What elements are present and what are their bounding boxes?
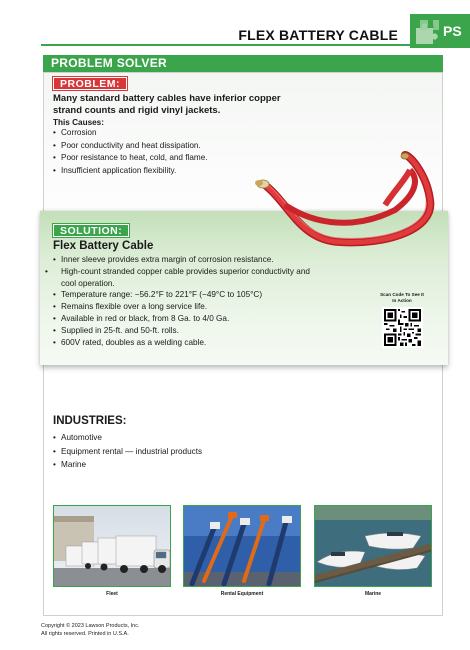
photo-caption-fleet: Fleet [106, 591, 118, 597]
copyright-text: Copyright © 2023 Lawson Products, Inc. [41, 623, 140, 629]
list-item: • Poor conductivity and heat dissipation. [53, 140, 208, 153]
section-heading: PROBLEM SOLVER [43, 55, 443, 72]
solution-title: Flex Battery Cable [53, 240, 154, 252]
photo-marine [314, 505, 432, 587]
solution-tag: SOLUTION: [53, 224, 129, 237]
puzzle-icon [412, 16, 442, 46]
cable-illustration [245, 150, 445, 260]
photo-fleet [53, 505, 171, 587]
problem-tag: PROBLEM: [53, 77, 127, 90]
list-item: • Automotive [53, 431, 202, 445]
list-item: • Corrosion [53, 127, 208, 140]
list-item: • Available in red or black, from 8 Ga. to 4/0 Ga. [53, 313, 323, 325]
photo-caption-marine: Marine [364, 591, 382, 597]
list-item: • Inner sleeve provides extra margin of corrosion resistance. [53, 254, 323, 266]
list-item: • Insufficient application flexibility. [53, 165, 208, 178]
photo-caption-rental-equipment: Rental Equipment [220, 591, 264, 597]
footer [41, 622, 140, 638]
causes-title: This Causes: [53, 118, 104, 127]
problem-lead: Many standard battery cables have inferior copper strand counts and rigid vinyl jackets. [53, 93, 281, 116]
ps-badge-text: PS [443, 23, 462, 39]
industries-title: INDUSTRIES: [53, 415, 127, 427]
photo-rental-equipment [183, 505, 301, 587]
solution-list [53, 254, 323, 348]
causes-list [53, 127, 208, 178]
industries-list [53, 431, 202, 472]
list-item: • Remains flexible over a long service life. [53, 301, 323, 313]
page-title: FLEX BATTERY CABLE [238, 27, 398, 43]
title-rule [41, 44, 410, 46]
qr-code[interactable] [382, 307, 423, 348]
list-item: • Supplied in 25-ft. and 50-ft. rolls. [53, 325, 323, 337]
list-item: • Poor resistance to heat, cold, and flame. [53, 152, 208, 165]
list-item: • Equipment rental — industrial products [53, 445, 202, 459]
scan-label: Scan Code To See It In Action [380, 292, 424, 303]
list-item: • Marine [53, 458, 202, 472]
rights-text: All rights reserved. Printed in U.S.A. [41, 631, 129, 637]
list-item: • 600V rated, doubles as a welding cable. [53, 337, 323, 349]
list-item: • High-count stranded copper cable provides superior conductivity and cool operation. [53, 266, 323, 290]
ps-badge [410, 14, 470, 48]
list-item: • Temperature range: −56.2°F to 221°F (−49°C to 105°C) [53, 289, 323, 301]
